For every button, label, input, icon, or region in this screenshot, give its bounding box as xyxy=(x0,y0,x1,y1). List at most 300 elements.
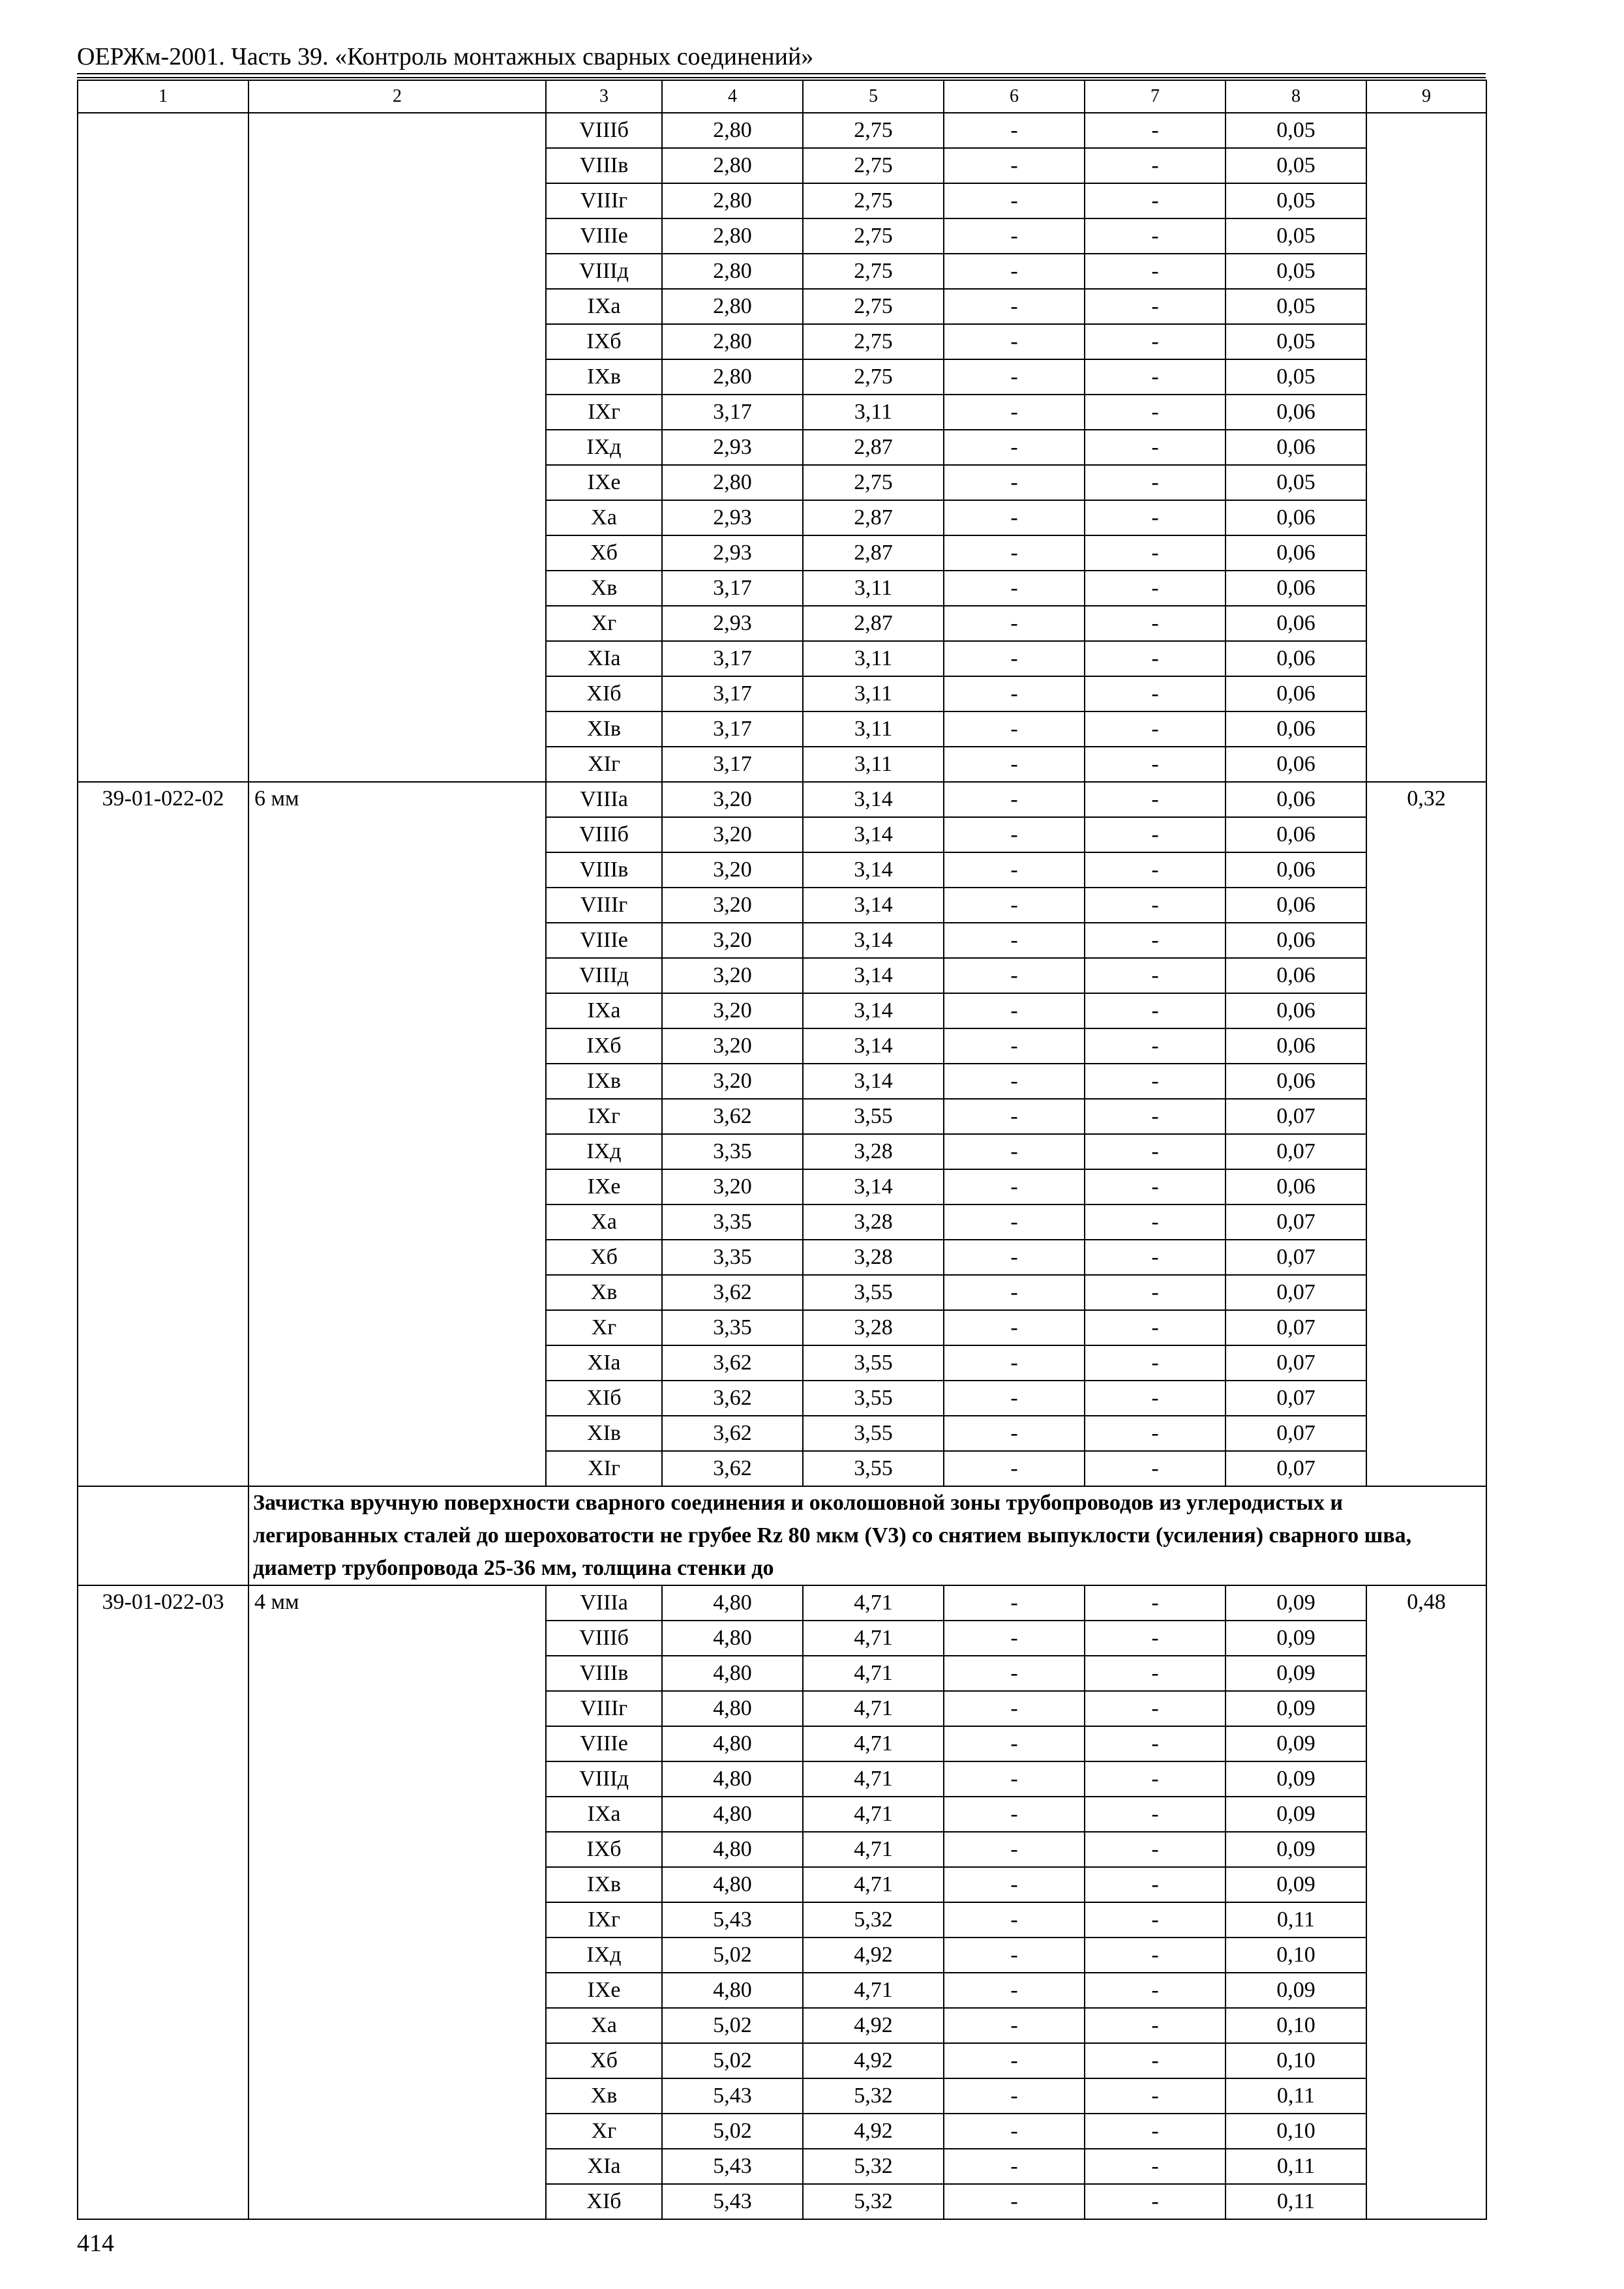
worker-cost-cell: 3,55 xyxy=(803,1099,944,1134)
norm-code-cell xyxy=(78,1134,248,1169)
material-cell: 0,07 xyxy=(1226,1204,1366,1240)
norm-code-cell xyxy=(78,1381,248,1416)
material-cell: 0,09 xyxy=(1226,1867,1366,1902)
machine-cost-cell: - xyxy=(1085,923,1226,958)
machinist-cost-cell: - xyxy=(944,500,1085,535)
worker-cost-cell: 2,87 xyxy=(803,535,944,571)
machinist-cost-cell: - xyxy=(944,1832,1085,1867)
wall-thickness-cell xyxy=(248,1726,546,1761)
table-row xyxy=(78,958,1486,993)
total-cell xyxy=(1366,1099,1486,1134)
machinist-cost-cell: - xyxy=(944,1028,1085,1064)
category-cell: Xб xyxy=(546,1240,662,1275)
machine-cost-cell: - xyxy=(1085,2149,1226,2184)
wall-thickness-cell xyxy=(248,148,546,183)
norm-code-cell xyxy=(78,1691,248,1726)
category-cell: VIIIб xyxy=(546,817,662,852)
labor-cost-cell: 4,80 xyxy=(662,1726,803,1761)
labor-cost-cell: 3,35 xyxy=(662,1134,803,1169)
category-cell: XIа xyxy=(546,2149,662,2184)
norm-code-cell xyxy=(78,183,248,218)
worker-cost-cell: 2,75 xyxy=(803,324,944,359)
worker-cost-cell: 3,14 xyxy=(803,782,944,817)
norm-code-cell xyxy=(78,1416,248,1451)
table-row xyxy=(78,1902,1486,1937)
material-cell: 0,06 xyxy=(1226,993,1366,1028)
material-cell: 0,06 xyxy=(1226,711,1366,747)
material-cell: 0,06 xyxy=(1226,1064,1366,1099)
category-cell: IXе xyxy=(546,1973,662,2008)
labor-cost-cell: 3,17 xyxy=(662,711,803,747)
table-row xyxy=(78,993,1486,1028)
wall-thickness-cell xyxy=(248,1761,546,1797)
machinist-cost-cell: - xyxy=(944,2043,1085,2078)
table-row xyxy=(78,1204,1486,1240)
wall-thickness-cell xyxy=(248,1902,546,1937)
total-cell xyxy=(1366,958,1486,993)
table-row xyxy=(78,359,1486,395)
machine-cost-cell: - xyxy=(1085,958,1226,993)
norm-code-cell xyxy=(78,1902,248,1937)
worker-cost-cell: 3,55 xyxy=(803,1451,944,1486)
wall-thickness-cell xyxy=(248,747,546,782)
table-row xyxy=(78,1345,1486,1381)
category-cell: Xг xyxy=(546,1310,662,1345)
category-cell: VIIIа xyxy=(546,1585,662,1621)
table-row xyxy=(78,395,1486,430)
total-cell xyxy=(1366,1761,1486,1797)
total-cell xyxy=(1366,1028,1486,1064)
column-number: 4 xyxy=(662,80,803,113)
column-number-row xyxy=(78,80,1486,113)
machinist-cost-cell: - xyxy=(944,1169,1085,1204)
machinist-cost-cell: - xyxy=(944,289,1085,324)
worker-cost-cell: 3,14 xyxy=(803,852,944,888)
norm-code-cell xyxy=(78,1345,248,1381)
header-rule xyxy=(77,73,1486,74)
category-cell: XIб xyxy=(546,676,662,711)
machine-cost-cell: - xyxy=(1085,1832,1226,1867)
column-number: 3 xyxy=(546,80,662,113)
machine-cost-cell: - xyxy=(1085,254,1226,289)
table-row xyxy=(78,289,1486,324)
worker-cost-cell: 4,92 xyxy=(803,1937,944,1973)
machine-cost-cell: - xyxy=(1085,606,1226,641)
machine-cost-cell: - xyxy=(1085,1240,1226,1275)
machine-cost-cell: - xyxy=(1085,183,1226,218)
machine-cost-cell: - xyxy=(1085,1099,1226,1134)
norm-code-cell xyxy=(78,1832,248,1867)
category-cell: IXб xyxy=(546,324,662,359)
machine-cost-cell: - xyxy=(1085,1726,1226,1761)
norm-code-cell xyxy=(78,359,248,395)
total-cell xyxy=(1366,2008,1486,2043)
worker-cost-cell: 2,75 xyxy=(803,113,944,148)
norm-code-cell xyxy=(78,113,248,148)
total-cell xyxy=(1366,1064,1486,1099)
table-row xyxy=(78,324,1486,359)
total-cell xyxy=(1366,1656,1486,1691)
machinist-cost-cell: - xyxy=(944,465,1085,500)
table-body xyxy=(78,80,1486,2219)
labor-cost-cell: 5,02 xyxy=(662,2008,803,2043)
labor-cost-cell: 4,80 xyxy=(662,1973,803,2008)
machinist-cost-cell: - xyxy=(944,571,1085,606)
machine-cost-cell: - xyxy=(1085,1691,1226,1726)
worker-cost-cell: 2,75 xyxy=(803,465,944,500)
material-cell: 0,07 xyxy=(1226,1381,1366,1416)
worker-cost-cell: 3,11 xyxy=(803,711,944,747)
material-cell: 0,05 xyxy=(1226,465,1366,500)
machinist-cost-cell: - xyxy=(944,1585,1085,1621)
material-cell: 0,07 xyxy=(1226,1310,1366,1345)
labor-cost-cell: 3,17 xyxy=(662,395,803,430)
category-cell: XIг xyxy=(546,1451,662,1486)
table-row xyxy=(78,1585,1486,1621)
worker-cost-cell: 3,11 xyxy=(803,395,944,430)
machine-cost-cell: - xyxy=(1085,1761,1226,1797)
machinist-cost-cell: - xyxy=(944,1797,1085,1832)
category-cell: IXд xyxy=(546,1134,662,1169)
wall-thickness-cell xyxy=(248,1797,546,1832)
norm-code-cell xyxy=(78,852,248,888)
section-row xyxy=(78,1486,1486,1585)
machinist-cost-cell: - xyxy=(944,2149,1085,2184)
worker-cost-cell: 4,71 xyxy=(803,1973,944,2008)
machinist-cost-cell: - xyxy=(944,852,1085,888)
worker-cost-cell: 3,11 xyxy=(803,747,944,782)
category-cell: Xг xyxy=(546,606,662,641)
worker-cost-cell: 3,14 xyxy=(803,1064,944,1099)
labor-cost-cell: 2,80 xyxy=(662,183,803,218)
category-cell: VIIIв xyxy=(546,852,662,888)
machine-cost-cell: - xyxy=(1085,782,1226,817)
worker-cost-cell: 3,14 xyxy=(803,1169,944,1204)
machinist-cost-cell: - xyxy=(944,395,1085,430)
wall-thickness-cell xyxy=(248,1416,546,1451)
wall-thickness-cell xyxy=(248,1169,546,1204)
table-row xyxy=(78,535,1486,571)
table-row xyxy=(78,1656,1486,1691)
machine-cost-cell: - xyxy=(1085,641,1226,676)
wall-thickness-cell xyxy=(248,1134,546,1169)
category-cell: IXд xyxy=(546,1937,662,1973)
machinist-cost-cell: - xyxy=(944,1416,1085,1451)
machinist-cost-cell: - xyxy=(944,1275,1085,1310)
wall-thickness-cell xyxy=(248,183,546,218)
total-cell xyxy=(1366,1381,1486,1416)
machine-cost-cell: - xyxy=(1085,2008,1226,2043)
material-cell: 0,07 xyxy=(1226,1099,1366,1134)
norms-table xyxy=(77,80,1487,2220)
category-cell: IXг xyxy=(546,1902,662,1937)
worker-cost-cell: 4,71 xyxy=(803,1867,944,1902)
category-cell: Xа xyxy=(546,500,662,535)
wall-thickness-cell xyxy=(248,571,546,606)
worker-cost-cell: 3,55 xyxy=(803,1345,944,1381)
labor-cost-cell: 3,62 xyxy=(662,1451,803,1486)
category-cell: IXв xyxy=(546,1867,662,1902)
worker-cost-cell: 4,92 xyxy=(803,2008,944,2043)
machinist-cost-cell: - xyxy=(944,747,1085,782)
category-cell: VIIIв xyxy=(546,148,662,183)
machine-cost-cell: - xyxy=(1085,817,1226,852)
norm-code-cell xyxy=(78,254,248,289)
total-cell xyxy=(1366,817,1486,852)
machine-cost-cell: - xyxy=(1085,852,1226,888)
total-cell xyxy=(1366,465,1486,500)
machine-cost-cell: - xyxy=(1085,1381,1226,1416)
worker-cost-cell: 3,14 xyxy=(803,993,944,1028)
norm-code-cell xyxy=(78,817,248,852)
machine-cost-cell: - xyxy=(1085,500,1226,535)
machinist-cost-cell: - xyxy=(944,1310,1085,1345)
machine-cost-cell: - xyxy=(1085,218,1226,254)
labor-cost-cell: 4,80 xyxy=(662,1832,803,1867)
worker-cost-cell: 5,32 xyxy=(803,1902,944,1937)
labor-cost-cell: 4,80 xyxy=(662,1867,803,1902)
labor-cost-cell: 3,20 xyxy=(662,993,803,1028)
norm-code-cell xyxy=(78,958,248,993)
wall-thickness-cell xyxy=(248,641,546,676)
table-row xyxy=(78,1310,1486,1345)
wall-thickness-cell xyxy=(248,711,546,747)
total-cell xyxy=(1366,430,1486,465)
total-cell xyxy=(1366,289,1486,324)
labor-cost-cell: 2,80 xyxy=(662,324,803,359)
machine-cost-cell: - xyxy=(1085,2114,1226,2149)
norm-code-cell xyxy=(78,1028,248,1064)
material-cell: 0,05 xyxy=(1226,254,1366,289)
machine-cost-cell: - xyxy=(1085,1656,1226,1691)
table-row xyxy=(78,2114,1486,2149)
worker-cost-cell: 2,87 xyxy=(803,606,944,641)
machine-cost-cell: - xyxy=(1085,1169,1226,1204)
labor-cost-cell: 3,62 xyxy=(662,1345,803,1381)
category-cell: IXа xyxy=(546,993,662,1028)
machine-cost-cell: - xyxy=(1085,1310,1226,1345)
machinist-cost-cell: - xyxy=(944,1381,1085,1416)
machinist-cost-cell: - xyxy=(944,1064,1085,1099)
machine-cost-cell: - xyxy=(1085,571,1226,606)
wall-thickness-cell xyxy=(248,2184,546,2219)
norm-code-cell xyxy=(78,1937,248,1973)
worker-cost-cell: 4,71 xyxy=(803,1797,944,1832)
machine-cost-cell: - xyxy=(1085,1867,1226,1902)
total-cell xyxy=(1366,1832,1486,1867)
total-cell xyxy=(1366,500,1486,535)
machinist-cost-cell: - xyxy=(944,218,1085,254)
machinist-cost-cell: - xyxy=(944,1204,1085,1240)
norm-code-cell xyxy=(78,289,248,324)
category-cell: VIIIа xyxy=(546,782,662,817)
category-cell: IXв xyxy=(546,1064,662,1099)
labor-cost-cell: 5,43 xyxy=(662,2184,803,2219)
norm-code-cell xyxy=(78,1099,248,1134)
norm-code-cell xyxy=(78,2008,248,2043)
machine-cost-cell: - xyxy=(1085,747,1226,782)
wall-thickness-cell xyxy=(248,852,546,888)
wall-thickness-cell xyxy=(248,1064,546,1099)
machinist-cost-cell: - xyxy=(944,1902,1085,1937)
wall-thickness-cell xyxy=(248,993,546,1028)
norm-code-cell xyxy=(78,2043,248,2078)
table-row xyxy=(78,2184,1486,2219)
total-cell xyxy=(1366,183,1486,218)
machinist-cost-cell: - xyxy=(944,1240,1085,1275)
wall-thickness-cell xyxy=(248,1691,546,1726)
norm-code-cell xyxy=(78,1204,248,1240)
table-row xyxy=(78,1381,1486,1416)
wall-thickness-cell xyxy=(248,289,546,324)
material-cell: 0,10 xyxy=(1226,2114,1366,2149)
total-cell xyxy=(1366,2114,1486,2149)
labor-cost-cell: 3,35 xyxy=(662,1240,803,1275)
wall-thickness-cell xyxy=(248,888,546,923)
total-cell xyxy=(1366,1310,1486,1345)
category-cell: VIIIд xyxy=(546,254,662,289)
category-cell: Xа xyxy=(546,1204,662,1240)
machinist-cost-cell: - xyxy=(944,2008,1085,2043)
column-number: 7 xyxy=(1085,80,1226,113)
worker-cost-cell: 4,92 xyxy=(803,2043,944,2078)
material-cell: 0,06 xyxy=(1226,958,1366,993)
labor-cost-cell: 4,80 xyxy=(662,1621,803,1656)
worker-cost-cell: 4,92 xyxy=(803,2114,944,2149)
category-cell: VIIIб xyxy=(546,1621,662,1656)
table-row xyxy=(78,676,1486,711)
labor-cost-cell: 4,80 xyxy=(662,1585,803,1621)
category-cell: Xг xyxy=(546,2114,662,2149)
table-row xyxy=(78,782,1486,817)
material-cell: 0,06 xyxy=(1226,782,1366,817)
wall-thickness-cell: 4 мм xyxy=(248,1585,546,1621)
material-cell: 0,09 xyxy=(1226,1585,1366,1621)
category-cell: IXе xyxy=(546,1169,662,1204)
category-cell: VIIIг xyxy=(546,888,662,923)
labor-cost-cell: 2,80 xyxy=(662,289,803,324)
machine-cost-cell: - xyxy=(1085,1204,1226,1240)
total-cell xyxy=(1366,1345,1486,1381)
labor-cost-cell: 3,17 xyxy=(662,571,803,606)
norm-code-cell xyxy=(78,2184,248,2219)
material-cell: 0,05 xyxy=(1226,359,1366,395)
table-row xyxy=(78,465,1486,500)
wall-thickness-cell xyxy=(248,359,546,395)
machinist-cost-cell: - xyxy=(944,1761,1085,1797)
total-cell xyxy=(1366,1169,1486,1204)
category-cell: IXб xyxy=(546,1028,662,1064)
norm-code-cell xyxy=(78,1275,248,1310)
worker-cost-cell: 3,14 xyxy=(803,958,944,993)
worker-cost-cell: 5,32 xyxy=(803,2078,944,2114)
worker-cost-cell: 3,28 xyxy=(803,1240,944,1275)
norm-code-cell xyxy=(78,747,248,782)
worker-cost-cell: 4,71 xyxy=(803,1621,944,1656)
total-cell xyxy=(1366,1416,1486,1451)
material-cell: 0,05 xyxy=(1226,183,1366,218)
labor-cost-cell: 5,43 xyxy=(662,2149,803,2184)
machinist-cost-cell: - xyxy=(944,535,1085,571)
category-cell: VIIIе xyxy=(546,218,662,254)
worker-cost-cell: 2,75 xyxy=(803,148,944,183)
worker-cost-cell: 3,14 xyxy=(803,1028,944,1064)
material-cell: 0,07 xyxy=(1226,1416,1366,1451)
category-cell: IXа xyxy=(546,289,662,324)
labor-cost-cell: 3,20 xyxy=(662,1064,803,1099)
material-cell: 0,05 xyxy=(1226,148,1366,183)
total-cell xyxy=(1366,2043,1486,2078)
table-row xyxy=(78,1937,1486,1973)
norm-code-cell xyxy=(78,148,248,183)
wall-thickness-cell xyxy=(248,465,546,500)
material-cell: 0,05 xyxy=(1226,289,1366,324)
norm-code-cell xyxy=(78,571,248,606)
wall-thickness-cell xyxy=(248,2008,546,2043)
material-cell: 0,06 xyxy=(1226,747,1366,782)
wall-thickness-cell xyxy=(248,1867,546,1902)
machinist-cost-cell: - xyxy=(944,2078,1085,2114)
norm-code-cell xyxy=(78,324,248,359)
machinist-cost-cell: - xyxy=(944,324,1085,359)
wall-thickness-cell xyxy=(248,1937,546,1973)
material-cell: 0,06 xyxy=(1226,888,1366,923)
worker-cost-cell: 2,75 xyxy=(803,183,944,218)
total-cell xyxy=(1366,852,1486,888)
table-row xyxy=(78,1867,1486,1902)
worker-cost-cell: 3,14 xyxy=(803,817,944,852)
material-cell: 0,09 xyxy=(1226,1656,1366,1691)
table-row xyxy=(78,1797,1486,1832)
worker-cost-cell: 3,28 xyxy=(803,1310,944,1345)
total-cell xyxy=(1366,218,1486,254)
labor-cost-cell: 2,80 xyxy=(662,465,803,500)
column-number: 8 xyxy=(1226,80,1366,113)
norm-code-cell xyxy=(78,1451,248,1486)
machine-cost-cell: - xyxy=(1085,1028,1226,1064)
labor-cost-cell: 3,20 xyxy=(662,1169,803,1204)
category-cell: VIIIв xyxy=(546,1656,662,1691)
labor-cost-cell: 5,02 xyxy=(662,2043,803,2078)
wall-thickness-cell xyxy=(248,324,546,359)
machine-cost-cell: - xyxy=(1085,1416,1226,1451)
labor-cost-cell: 2,80 xyxy=(662,254,803,289)
labor-cost-cell: 2,80 xyxy=(662,148,803,183)
material-cell: 0,11 xyxy=(1226,2078,1366,2114)
machine-cost-cell: - xyxy=(1085,1134,1226,1169)
wall-thickness-cell xyxy=(248,500,546,535)
material-cell: 0,09 xyxy=(1226,1691,1366,1726)
table-row xyxy=(78,1973,1486,2008)
labor-cost-cell: 3,20 xyxy=(662,817,803,852)
worker-cost-cell: 4,71 xyxy=(803,1656,944,1691)
material-cell: 0,11 xyxy=(1226,2184,1366,2219)
worker-cost-cell: 3,11 xyxy=(803,676,944,711)
wall-thickness-cell xyxy=(248,1621,546,1656)
machine-cost-cell: - xyxy=(1085,2078,1226,2114)
worker-cost-cell: 4,71 xyxy=(803,1726,944,1761)
worker-cost-cell: 4,71 xyxy=(803,1761,944,1797)
norm-code-cell xyxy=(78,430,248,465)
norm-code-cell xyxy=(78,465,248,500)
machinist-cost-cell: - xyxy=(944,1937,1085,1973)
worker-cost-cell: 3,11 xyxy=(803,641,944,676)
norm-code-cell: 39-01-022-03 xyxy=(78,1585,248,1621)
material-cell: 0,06 xyxy=(1226,571,1366,606)
machine-cost-cell: - xyxy=(1085,2184,1226,2219)
worker-cost-cell: 5,32 xyxy=(803,2184,944,2219)
norm-code-cell xyxy=(78,606,248,641)
